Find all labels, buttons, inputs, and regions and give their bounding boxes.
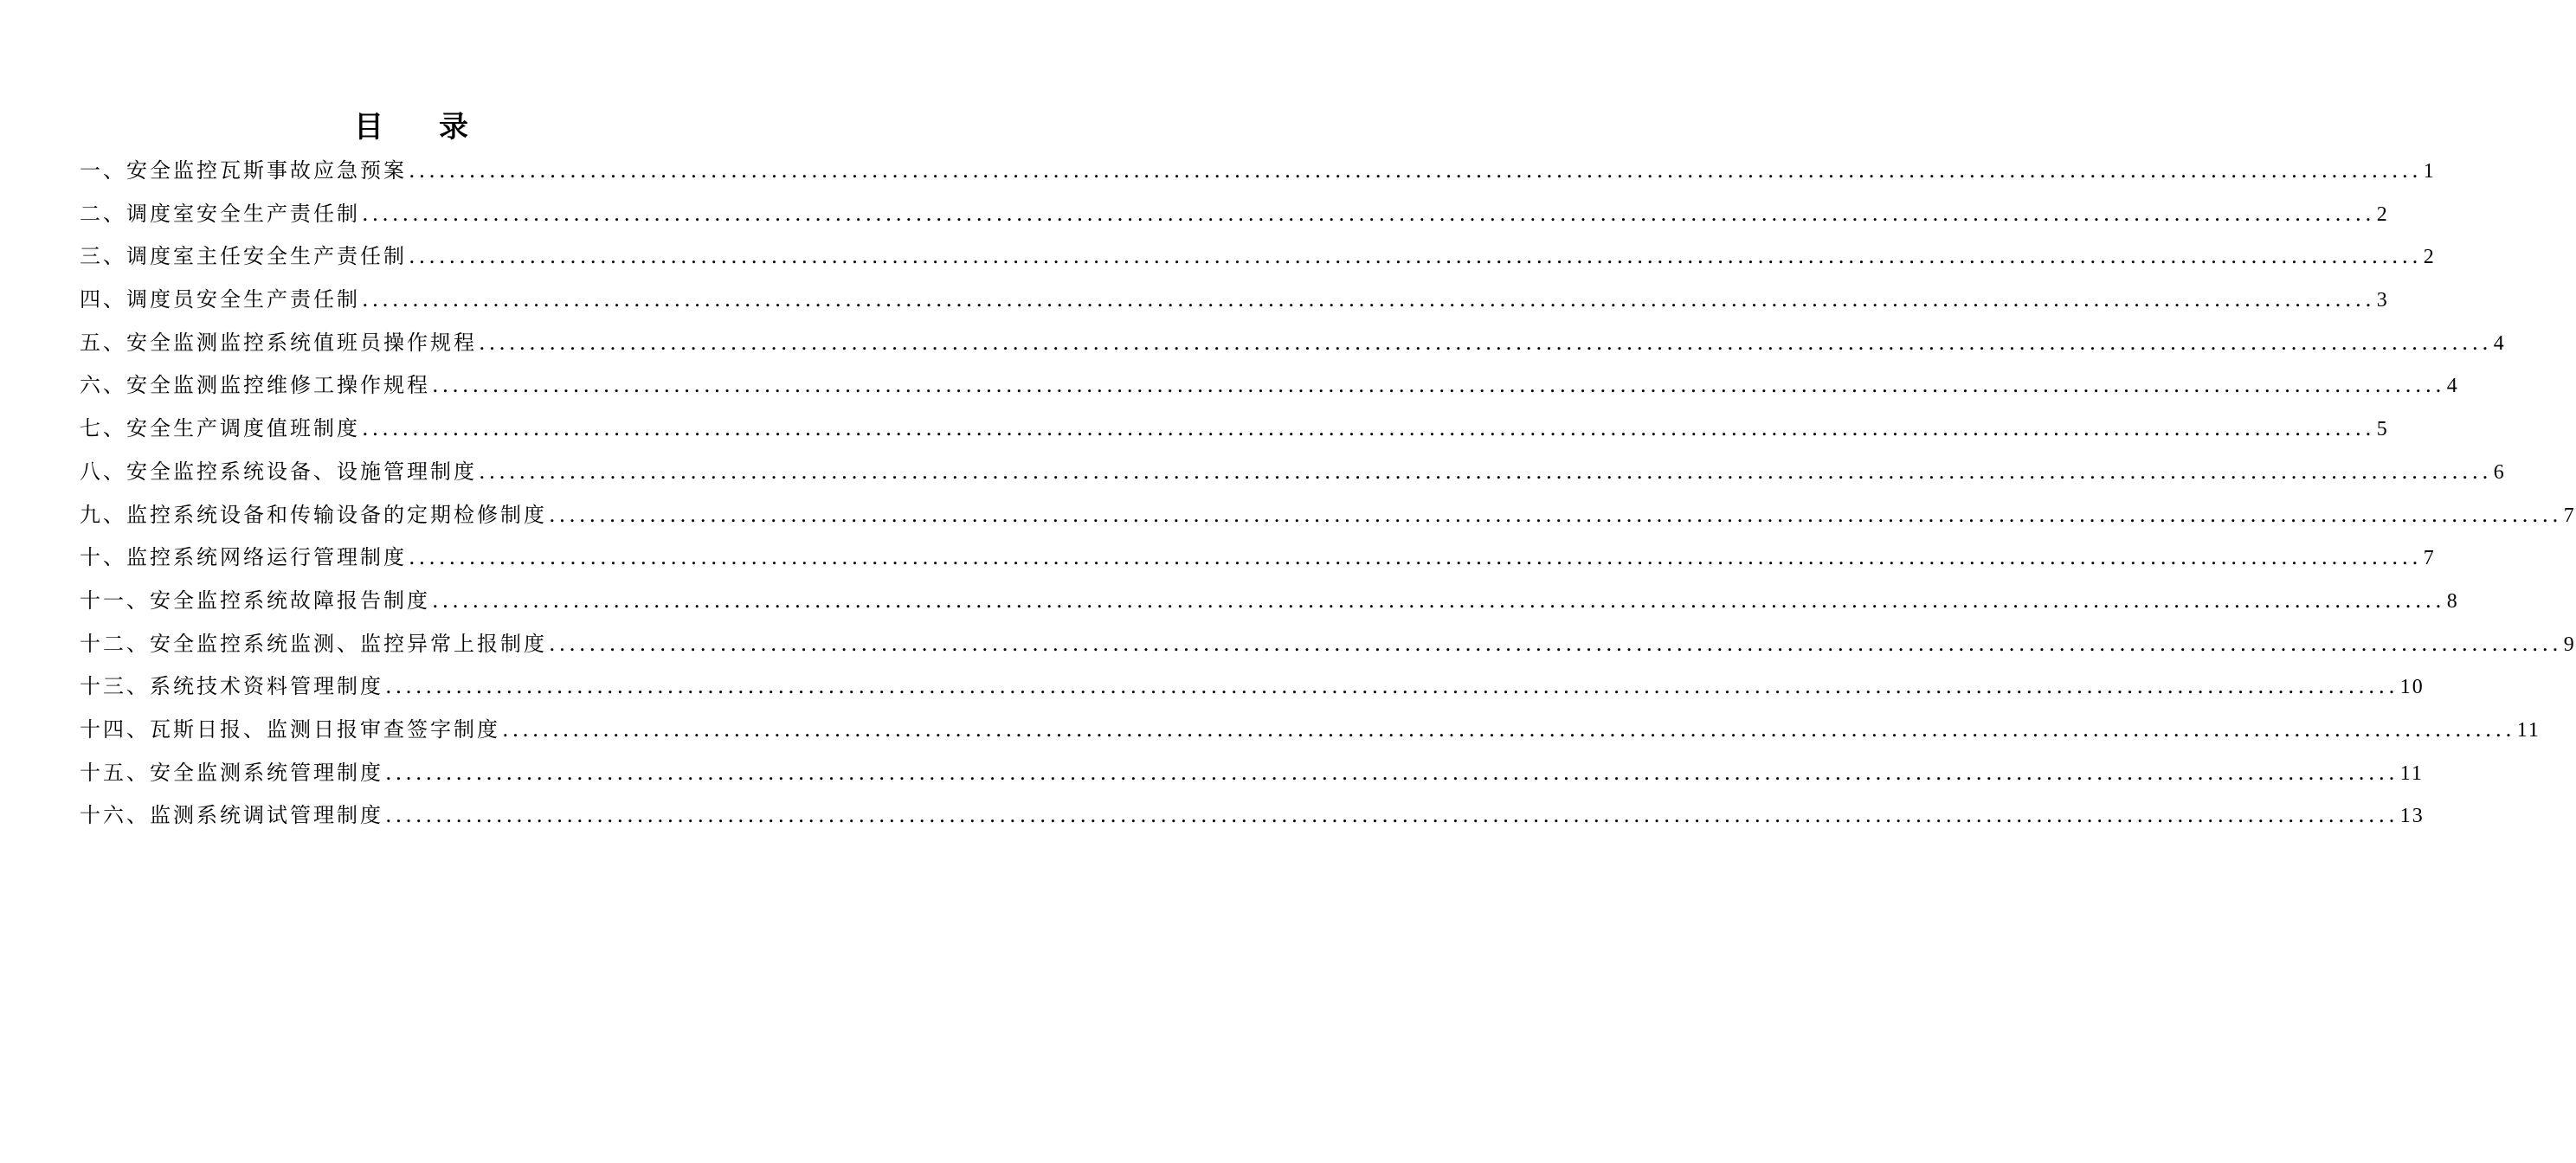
toc-entry-page: 11: [2516, 718, 2541, 742]
toc-entry[interactable]: [80, 580, 2459, 623]
toc-entry[interactable]: [80, 709, 2541, 752]
toc-entry-page: 7: [2423, 547, 2436, 570]
toc-leader-dots: ........................................................................................................................................................................................................: [549, 631, 2562, 656]
toc-entry-page: 3: [2376, 289, 2389, 312]
toc-entry-page: 7: [2563, 504, 2576, 527]
toc-entry-label: 十四、瓦斯日报、监测日报审查签字制度: [80, 716, 500, 742]
toc-leader-dots: ........................................................................................................................................................................................................: [432, 373, 2445, 398]
toc-entry[interactable]: [80, 408, 2389, 451]
toc-entry-page: 10: [2399, 676, 2425, 699]
toc-entry-page: 13: [2399, 805, 2425, 828]
table-of-contents: [80, 150, 2576, 838]
toc-entry-label: 十一、安全监控系统故障报告制度: [80, 588, 430, 613]
toc-entry[interactable]: [80, 364, 2459, 408]
toc-entry-label: 五、安全监测监控系统值班员操作规程: [80, 330, 477, 355]
toc-entry-page: 4: [2493, 331, 2506, 355]
toc-entry-label: 九、监控系统设备和传输设备的定期检修制度: [80, 502, 547, 527]
toc-entry-label: 三、调度室主任安全生产责任制: [80, 244, 407, 269]
toc-entry[interactable]: [80, 752, 2424, 795]
toc-entry[interactable]: [80, 150, 2436, 193]
toc-leader-dots: ........................................................................................................................................................................................................: [385, 674, 2399, 699]
toc-entry-page: 11: [2399, 761, 2424, 785]
page-title: 目录: [354, 110, 524, 145]
toc-entry-page: 2: [2376, 202, 2389, 226]
toc-entry-page: 1: [2423, 160, 2436, 183]
toc-entry-label: 十五、安全监测系统管理制度: [80, 760, 383, 785]
toc-entry-label: 一、安全监控瓦斯事故应急预案: [80, 158, 407, 183]
toc-entry-label: 六、安全监测监控维修工操作规程: [80, 373, 430, 398]
toc-leader-dots: ........................................................................................................................................................................................................: [409, 158, 2422, 183]
toc-leader-dots: ........................................................................................................................................................................................................: [362, 416, 2375, 441]
toc-leader-dots: ........................................................................................................................................................................................................: [362, 201, 2375, 226]
toc-leader-dots: ........................................................................................................................................................................................................: [479, 459, 2492, 484]
toc-entry[interactable]: [80, 665, 2425, 709]
toc-entry-label: 七、安全生产调度值班制度: [80, 416, 360, 441]
toc-entry-page: 4: [2446, 375, 2459, 398]
toc-entry-label: 四、调度员安全生产责任制: [80, 287, 360, 312]
toc-entry[interactable]: [80, 193, 2389, 236]
toc-entry-page: 8: [2446, 589, 2459, 613]
toc-entry-page: 9: [2563, 633, 2576, 656]
toc-leader-dots: ........................................................................................................................................................................................................: [479, 330, 2492, 355]
toc-entry[interactable]: [80, 794, 2425, 838]
toc-entry[interactable]: [80, 623, 2576, 666]
toc-entry-label: 十、监控系统网络运行管理制度: [80, 545, 407, 570]
toc-entry-label: 十三、系统技术资料管理制度: [80, 674, 383, 699]
toc-leader-dots: ........................................................................................................................................................................................................: [502, 716, 2515, 742]
toc-leader-dots: ........................................................................................................................................................................................................: [549, 502, 2562, 527]
toc-leader-dots: ........................................................................................................................................................................................................: [409, 244, 2422, 269]
toc-entry[interactable]: [80, 451, 2506, 494]
toc-leader-dots: ........................................................................................................................................................................................................: [409, 545, 2422, 570]
toc-entry[interactable]: [80, 537, 2436, 580]
toc-entry-label: 二、调度室安全生产责任制: [80, 201, 360, 226]
toc-entry[interactable]: [80, 235, 2436, 279]
toc-entry-label: 八、安全监控系统设备、设施管理制度: [80, 459, 477, 484]
toc-entry[interactable]: [80, 322, 2506, 365]
toc-leader-dots: ........................................................................................................................................................................................................: [385, 803, 2399, 828]
toc-entry-page: 5: [2376, 418, 2389, 441]
toc-leader-dots: ........................................................................................................................................................................................................: [385, 760, 2399, 785]
toc-entry-label: 十六、监测系统调试管理制度: [80, 803, 383, 828]
toc-leader-dots: ........................................................................................................................................................................................................: [362, 287, 2375, 312]
toc-entry-page: 6: [2493, 460, 2506, 484]
toc-entry[interactable]: [80, 494, 2576, 537]
toc-entry-label: 十二、安全监控系统监测、监控异常上报制度: [80, 631, 547, 656]
toc-entry-page: 2: [2423, 246, 2436, 269]
toc-entry[interactable]: [80, 279, 2389, 322]
toc-leader-dots: ........................................................................................................................................................................................................: [432, 588, 2445, 613]
